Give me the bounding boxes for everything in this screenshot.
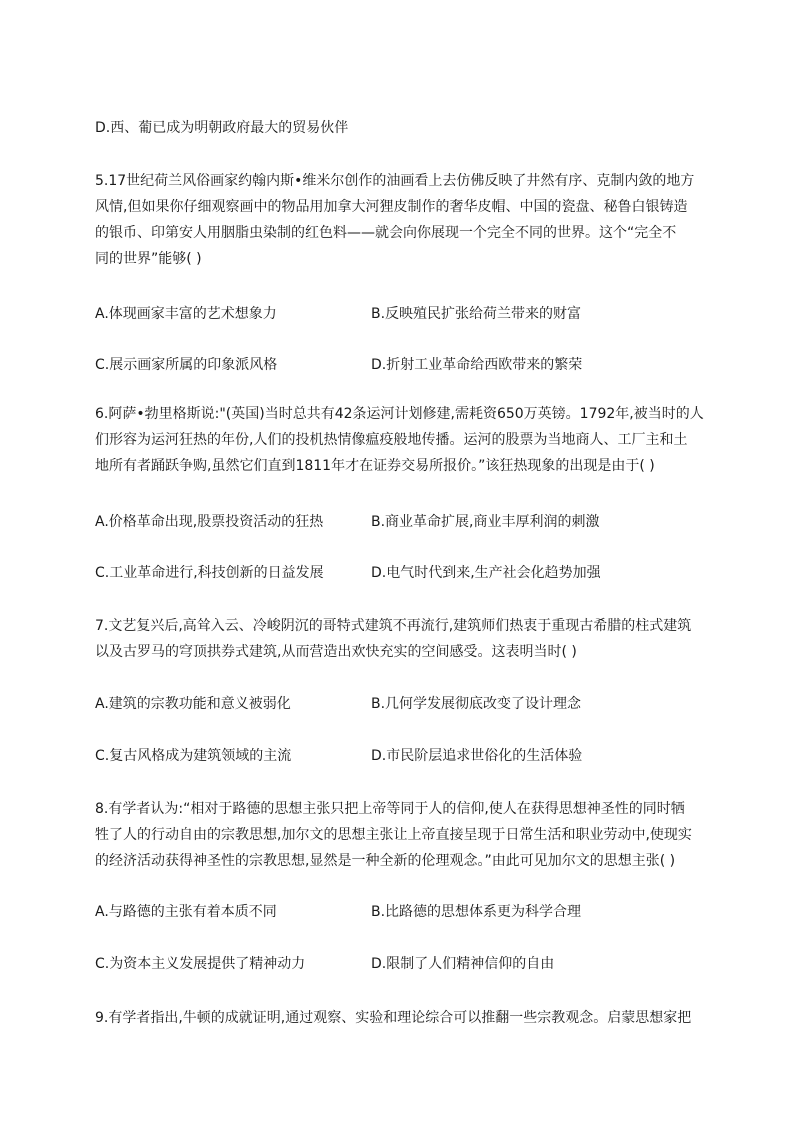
- option-d: D.电气时代到来,生产社会化趋势加强: [371, 565, 601, 581]
- option-c: C.工业革命进行,科技创新的日益发展: [95, 565, 324, 581]
- stem-line: 9.有学者指出,牛顿的成就证明,通过观察、实验和理论综合可以推翻一些宗教观念。启蒙思想家把: [95, 1010, 692, 1026]
- option-d: D.折射工业革命给西欧带来的繁荣: [371, 357, 583, 373]
- stem-line: 6.阿萨•勃里格斯说:"(英国)当时总共有42条运河计划修建,需耗资650万英镑。1792年,被当时的人: [95, 406, 704, 422]
- question-7-options-row-1: [95, 694, 700, 714]
- document-page: [95, 0, 704, 1123]
- option-d: D.限制了人们精神信仰的自由: [371, 956, 555, 972]
- stem-line: 7.文艺复兴后,高耸入云、冷峻阴沉的哥特式建筑不再流行,建筑师们热衷于重现古希腊的柱式建筑: [95, 618, 692, 634]
- option-b: B.比路德的思想体系更为科学合理: [371, 904, 582, 920]
- question-5-stem: [95, 168, 700, 272]
- question-6-options-row-1: [95, 512, 700, 532]
- option-c: C.为资本主义发展提供了精神动力: [95, 956, 306, 972]
- option-c: C.复古风格成为建筑领域的主流: [95, 748, 292, 764]
- option-c: C.展示画家所属的印象派风格: [95, 357, 278, 373]
- stem-line: 同的世界”能够( ): [95, 251, 202, 267]
- stem-line: 牲了人的行动自由的宗教思想,加尔文的思想主张让上帝直接呈现于日常生活和职业劳动中,使现实: [95, 827, 692, 843]
- question-8-stem: [95, 796, 700, 874]
- option-b: B.几何学发展彻底改变了设计理念: [371, 696, 582, 712]
- question-8-options-row-2: [95, 954, 700, 974]
- option-a: A.体现画家丰富的艺术想象力: [95, 306, 277, 322]
- question-8-options-row-1: [95, 902, 700, 922]
- stem-line: 5.17世纪荷兰风俗画家约翰内斯•维米尔创作的油画看上去仿佛反映了井然有序、克制内敛的地方: [95, 173, 695, 189]
- question-5-options-row-2: [95, 355, 700, 375]
- option-b: B.反映殖民扩张给荷兰带来的财富: [371, 306, 582, 322]
- stem-line: 地所有者踊跃争购,虽然它们直到1811年才在证券交易所报价。”该狂热现象的出现是由于( ): [95, 458, 655, 474]
- option-b: B.商业革命扩展,商业丰厚利润的刺激: [371, 514, 600, 530]
- question-5-options-row-1: [95, 304, 700, 324]
- option-a: A.建筑的宗教功能和意义被弱化: [95, 696, 291, 712]
- option-d: D.市民阶层追求世俗化的生活体验: [371, 748, 583, 764]
- question-4-option-d: D.西、葡已成为明朝政府最大的贸易伙伴: [95, 120, 349, 136]
- stem-line: 的经济活动获得神圣性的宗教思想,显然是一种全新的伦理观念。”由此可见加尔文的思想主张( ): [95, 853, 676, 869]
- option-a: A.价格革命出现,股票投资活动的狂热: [95, 514, 324, 530]
- stem-line: 的银币、印第安人用胭脂虫染制的红色料——就会向你展现一个完全不同的世界。这个“完全不: [95, 225, 677, 241]
- question-6-options-row-2: [95, 563, 700, 583]
- stem-line: 们形容为运河狂热的年份,人们的投机热情像瘟疫般地传播。运河的股票为当地商人、工厂主和土: [95, 432, 688, 448]
- question-7-options-row-2: [95, 746, 700, 766]
- question-6-stem: [95, 401, 704, 479]
- stem-line: 8.有学者认为:“相对于路德的思想主张只把上帝等同于人的信仰,使人在获得思想神圣性的同时牺: [95, 801, 685, 817]
- question-7-stem: [95, 613, 700, 665]
- question-9-stem: [95, 1005, 700, 1031]
- stem-line: 风情,但如果你仔细观察画中的物品用加拿大河狸皮制作的奢华皮帽、中国的瓷盘、秘鲁白银铸造: [95, 199, 688, 215]
- option-a: A.与路德的主张有着本质不同: [95, 904, 277, 920]
- stem-line: 以及古罗马的穹顶拱券式建筑,从而营造出欢快充实的空间感受。这表明当时( ): [95, 644, 577, 660]
